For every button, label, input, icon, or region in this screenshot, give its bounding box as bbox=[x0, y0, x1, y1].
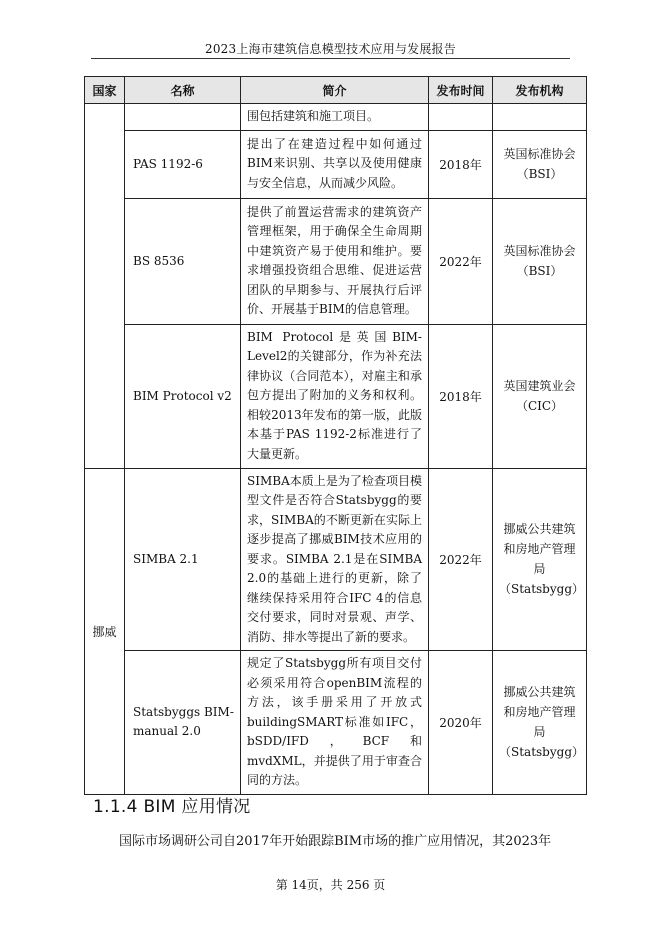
publisher-cell: 挪威公共建筑和房地产管理局（Statsbygg） bbox=[493, 651, 587, 795]
name-cell: SIMBA 2.1 bbox=[125, 468, 241, 651]
table-row bbox=[85, 651, 587, 795]
date-cell: 2022年 bbox=[429, 198, 493, 324]
table-row bbox=[85, 130, 587, 198]
intro-cell: SIMBA本质上是为了检查项目模型文件是否符合Statsbygg的要求，SIMBA的不断更新在实际上逐步提高了挪威BIM技术应用的要求。SIMBA 2.1是在SIMBA 2.0的基础上进行的更新，除了继续保持采用符合IFC 4的信息交付要求，同时对景观、声学、消防、排水等提出了新的要求。 bbox=[241, 468, 429, 651]
publisher-cell: 挪威公共建筑和房地产管理局（Statsbygg） bbox=[493, 468, 587, 651]
name-cell bbox=[125, 104, 241, 131]
date-cell: 2022年 bbox=[429, 468, 493, 651]
date-cell: 2018年 bbox=[429, 324, 493, 468]
column-header-country: 国家 bbox=[85, 77, 125, 104]
date-cell bbox=[429, 104, 493, 131]
header-rule bbox=[91, 58, 570, 59]
name-cell: BS 8536 bbox=[125, 198, 241, 324]
publisher-cell: 英国建筑业会（CIC） bbox=[493, 324, 587, 468]
intro-cell: 围包括建筑和施工项目。 bbox=[241, 104, 429, 131]
publisher-cell bbox=[493, 104, 587, 131]
intro-cell: 规定了Statsbygg所有项目交付必须采用符合openBIM流程的方法，该手册采用了开放式buildingSMART标准如IFC，bSDD/IFD，BCF和mvdXML，并提供了用于审查合同的方法。 bbox=[241, 651, 429, 795]
standards-table bbox=[84, 76, 587, 795]
page-header: 2023上海市建筑信息模型技术应用与发展报告 bbox=[205, 42, 456, 56]
column-header-name: 名称 bbox=[125, 77, 241, 104]
body-paragraph: 国际市场调研公司自2017年开始跟踪BIM市场的推广应用情况，其2023年 bbox=[119, 834, 552, 849]
name-cell: Statsbyggs BIM-manual 2.0 bbox=[125, 651, 241, 795]
intro-cell: 提供了前置运营需求的建筑资产管理框架，用于确保全生命周期中建筑资产易于使用和维护。要求增强投资组合思维、促进运营团队的早期参与、开展执行后评价、开展基于BIM的信息管理。 bbox=[241, 198, 429, 324]
table-row bbox=[85, 324, 587, 468]
intro-cell: 提出了在建造过程中如何通过BIM来识别、共享以及使用健康与安全信息，从而减少风险。 bbox=[241, 130, 429, 198]
table-row bbox=[85, 468, 587, 651]
publisher-cell: 英国标准协会（BSI） bbox=[493, 130, 587, 198]
column-header-date: 发布时间 bbox=[429, 77, 493, 104]
name-cell: BIM Protocol v2 bbox=[125, 324, 241, 468]
table-row bbox=[85, 104, 587, 131]
column-header-intro: 简介 bbox=[241, 77, 429, 104]
column-header-publisher: 发布机构 bbox=[493, 77, 587, 104]
date-cell: 2020年 bbox=[429, 651, 493, 795]
page-number: 第 14页，共 256 页 bbox=[275, 878, 386, 892]
intro-cell: BIM Protocol是英国BIM-Level2的关键部分，作为补充法律协议（合同范本），对雇主和承包方提出了附加的义务和权利。相较2013年发布的第一版，此版本基于PAS 1192-2标准进行了大量更新。 bbox=[241, 324, 429, 468]
date-cell: 2018年 bbox=[429, 130, 493, 198]
table-row bbox=[85, 198, 587, 324]
country-cell: 挪威 bbox=[85, 468, 125, 794]
name-cell: PAS 1192-6 bbox=[125, 130, 241, 198]
table-header-row bbox=[85, 77, 587, 104]
country-cell bbox=[85, 104, 125, 469]
section-heading: 1.1.4 BIM 应用情况 bbox=[93, 797, 251, 817]
publisher-cell: 英国标准协会（BSI） bbox=[493, 198, 587, 324]
